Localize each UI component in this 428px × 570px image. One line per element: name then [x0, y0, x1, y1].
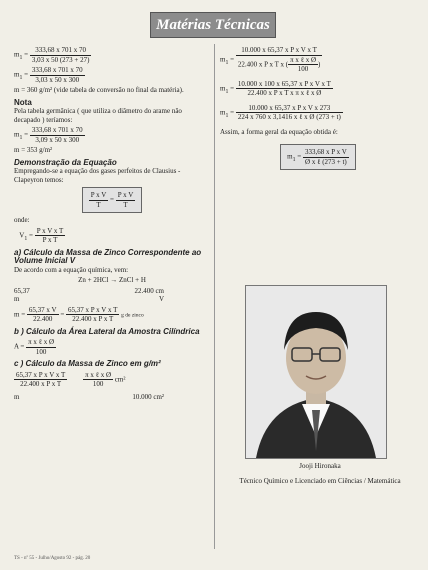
- section-a-heading: a) Cálculo da Massa de Zinco Correspondente ao Volume Inicial V: [14, 247, 202, 265]
- numerator: π x ℓ x Ø: [28, 338, 55, 346]
- mass-equation: m = $\frac{\text{65,37 x V}}{22.400}$ = $\frac{\text{65,37 x P x V x T}}{\text{22.400 x P x T}}$ g de zinco: [14, 305, 144, 323]
- equation-lhs: m: [14, 50, 20, 59]
- stoich-value: 10.000 cm²: [132, 392, 164, 401]
- denominator: 100: [297, 65, 309, 73]
- numerator: 333,68 x P x V: [305, 148, 347, 156]
- nota-text: Pela tabela germânica ( que utiliza o diâmetro do arame não decapado ) teríamos:: [14, 107, 182, 124]
- fraction: [30, 126, 85, 144]
- stoich-row-2: [14, 295, 164, 304]
- author-role: Técnico Químico e Licenciado em Ciências / Matemática: [239, 477, 401, 485]
- result-text: m = 360 g/m² (vide tabela de conversão no final da matéria).: [14, 86, 184, 94]
- section-c-heading: c ) Cálculo da Massa de Zinco em g/m²: [14, 359, 161, 368]
- stoich-value: V: [158, 295, 164, 303]
- denominator: 3,03 x 50 (273 + 27): [31, 55, 90, 64]
- section-header: [150, 12, 276, 38]
- demonstration-heading: Demonstração da Equação: [14, 157, 117, 167]
- equation-1: $m_1$ = $\frac{333,68 x 701 x 70}{3,03 x 50 (273 + 27)}$: [14, 46, 90, 64]
- numerator: 65,37 x V: [28, 305, 57, 314]
- denominator: 22.400 x P x T: [20, 380, 62, 388]
- v-equation: $V_1$ = $\frac{\text{P x V x T}}{\text{P x T}}$: [14, 226, 64, 244]
- numerator: 10.000 x 65,37 x P x V x T: [236, 46, 323, 56]
- denominator: 100: [35, 347, 47, 356]
- numerator: 10.000 x 100 x 65,37 x P x V x T: [237, 79, 331, 88]
- result-text-2: m = 353 g/m²: [14, 146, 53, 154]
- fraction: [30, 66, 85, 84]
- denominator: 22.400: [33, 315, 53, 323]
- author-name: Jooji Hironaka: [299, 462, 341, 470]
- section-a-text: De acordo com a equação química, vem:: [14, 265, 129, 274]
- stoich-value: m: [14, 392, 20, 401]
- denominator: T: [96, 200, 101, 209]
- numerator: P x V x T: [36, 226, 64, 235]
- numerator: 10.000 x 65,37 x P x V x 273: [236, 104, 343, 114]
- right-column: [220, 44, 416, 170]
- area-equation: A = $\frac{\text{π x ℓ x Ø}}{100}$: [14, 338, 55, 356]
- final-text: Assim, a forma geral da equação obtida é:: [220, 127, 338, 136]
- numerator: 333,68 x 701 x 70: [31, 126, 83, 134]
- demonstration-text: Empregando-se a equação dos gases perfeitos de Clausius - Clapeyron temos:: [14, 167, 181, 184]
- fraction: [30, 46, 92, 64]
- left-column: [14, 44, 210, 401]
- numerator: 333,68 x 701 x 70: [30, 46, 92, 56]
- right-equation-1: $m_1$ = 10.000 x 65,37 x P x V x T 22.400 x P x T x ( $\frac{\text{π x ℓ x Ø}}{100}$ ): [220, 46, 321, 73]
- denominator: P x T: [42, 236, 58, 244]
- numerator: 65,37 x P x V x T: [16, 370, 66, 379]
- stoich-row-1: [14, 287, 164, 296]
- gas-equation-box: $\frac{\text{P x V}}{T}$ = $\frac{\text{P x V}}{T}$: [82, 187, 143, 213]
- numerator: 65,37 x P x V x T: [68, 305, 118, 314]
- numerator: P x V: [117, 191, 134, 199]
- denominator: T: [123, 200, 128, 209]
- numerator: π x ℓ x Ø: [85, 370, 112, 379]
- section-title: Matérias Técnicas: [156, 17, 270, 33]
- onde-label: onde:: [14, 216, 30, 224]
- right-equation-2: $m_1$ = $\frac{\text{10.000 x 100 x 65,37 x P x V x T}}{\text{22.400 x P x T x π x ℓ x Ø}}$: [220, 79, 331, 97]
- equation-3: $m_1$ = $\frac{333,68 x 701 x 70}{3,09 x 50 x 300}$: [14, 126, 83, 144]
- denominator: 100: [92, 380, 104, 388]
- denominator: 22.400 x P x T x π x ℓ x Ø: [247, 89, 322, 97]
- stoich-value: 22.400 cm: [134, 286, 164, 295]
- stoich-value: m: [14, 295, 20, 303]
- c-last-row: [14, 393, 164, 402]
- denominator: 224 x 760 x 3,1416 x ℓ x Ø (273 + t): [237, 113, 341, 121]
- denominator: Ø x ℓ (273 + t): [305, 157, 347, 166]
- denominator: 22.400 x P x T: [72, 315, 114, 323]
- denominator: 3,09 x 50 x 300: [35, 135, 80, 144]
- column-divider: [214, 44, 215, 549]
- numerator: P x V: [90, 191, 107, 199]
- unit-label: g de zinco: [121, 312, 144, 319]
- reaction-equation: Zn + 2HCl → ZnCl + H: [78, 276, 146, 284]
- page-footer: TS - nº 55 - Julho/Agosto 92 - pág. 20: [14, 556, 91, 561]
- denominator: 22.400 x P x T x: [237, 60, 284, 69]
- unit-label: cm²: [114, 375, 126, 384]
- right-equation-3: $m_1$ = $\frac{\text{10.000 x 65,37 x P x V x 273}}{\text{224 x 760 x 3,1416 x ℓ x Ø (273 + t)}}$: [220, 103, 341, 121]
- equation-2: $m_1$ = $\frac{333,68 x 701 x 70}{3,03 x 50 x 300}$: [14, 66, 83, 84]
- denominator: 3,03 x 50 x 300: [35, 75, 80, 84]
- author-photo: [245, 285, 387, 459]
- numerator: 333,68 x 701 x 70: [31, 66, 83, 74]
- section-b-heading: b ) Cálculo da Área Lateral da Amostra Cilíndrica: [14, 326, 200, 336]
- nota-heading: Nota: [14, 97, 32, 107]
- final-equation-box: $m_1$ = $\frac{\text{333,68 x P x V}}{\text{Ø x ℓ (273 + t)}}$: [280, 144, 356, 170]
- stoich-value: 65,37: [14, 286, 30, 295]
- portrait-icon: [246, 286, 386, 458]
- c-equation: [14, 371, 210, 389]
- numerator: π x ℓ x Ø: [290, 55, 317, 64]
- photo-caption: [230, 462, 410, 486]
